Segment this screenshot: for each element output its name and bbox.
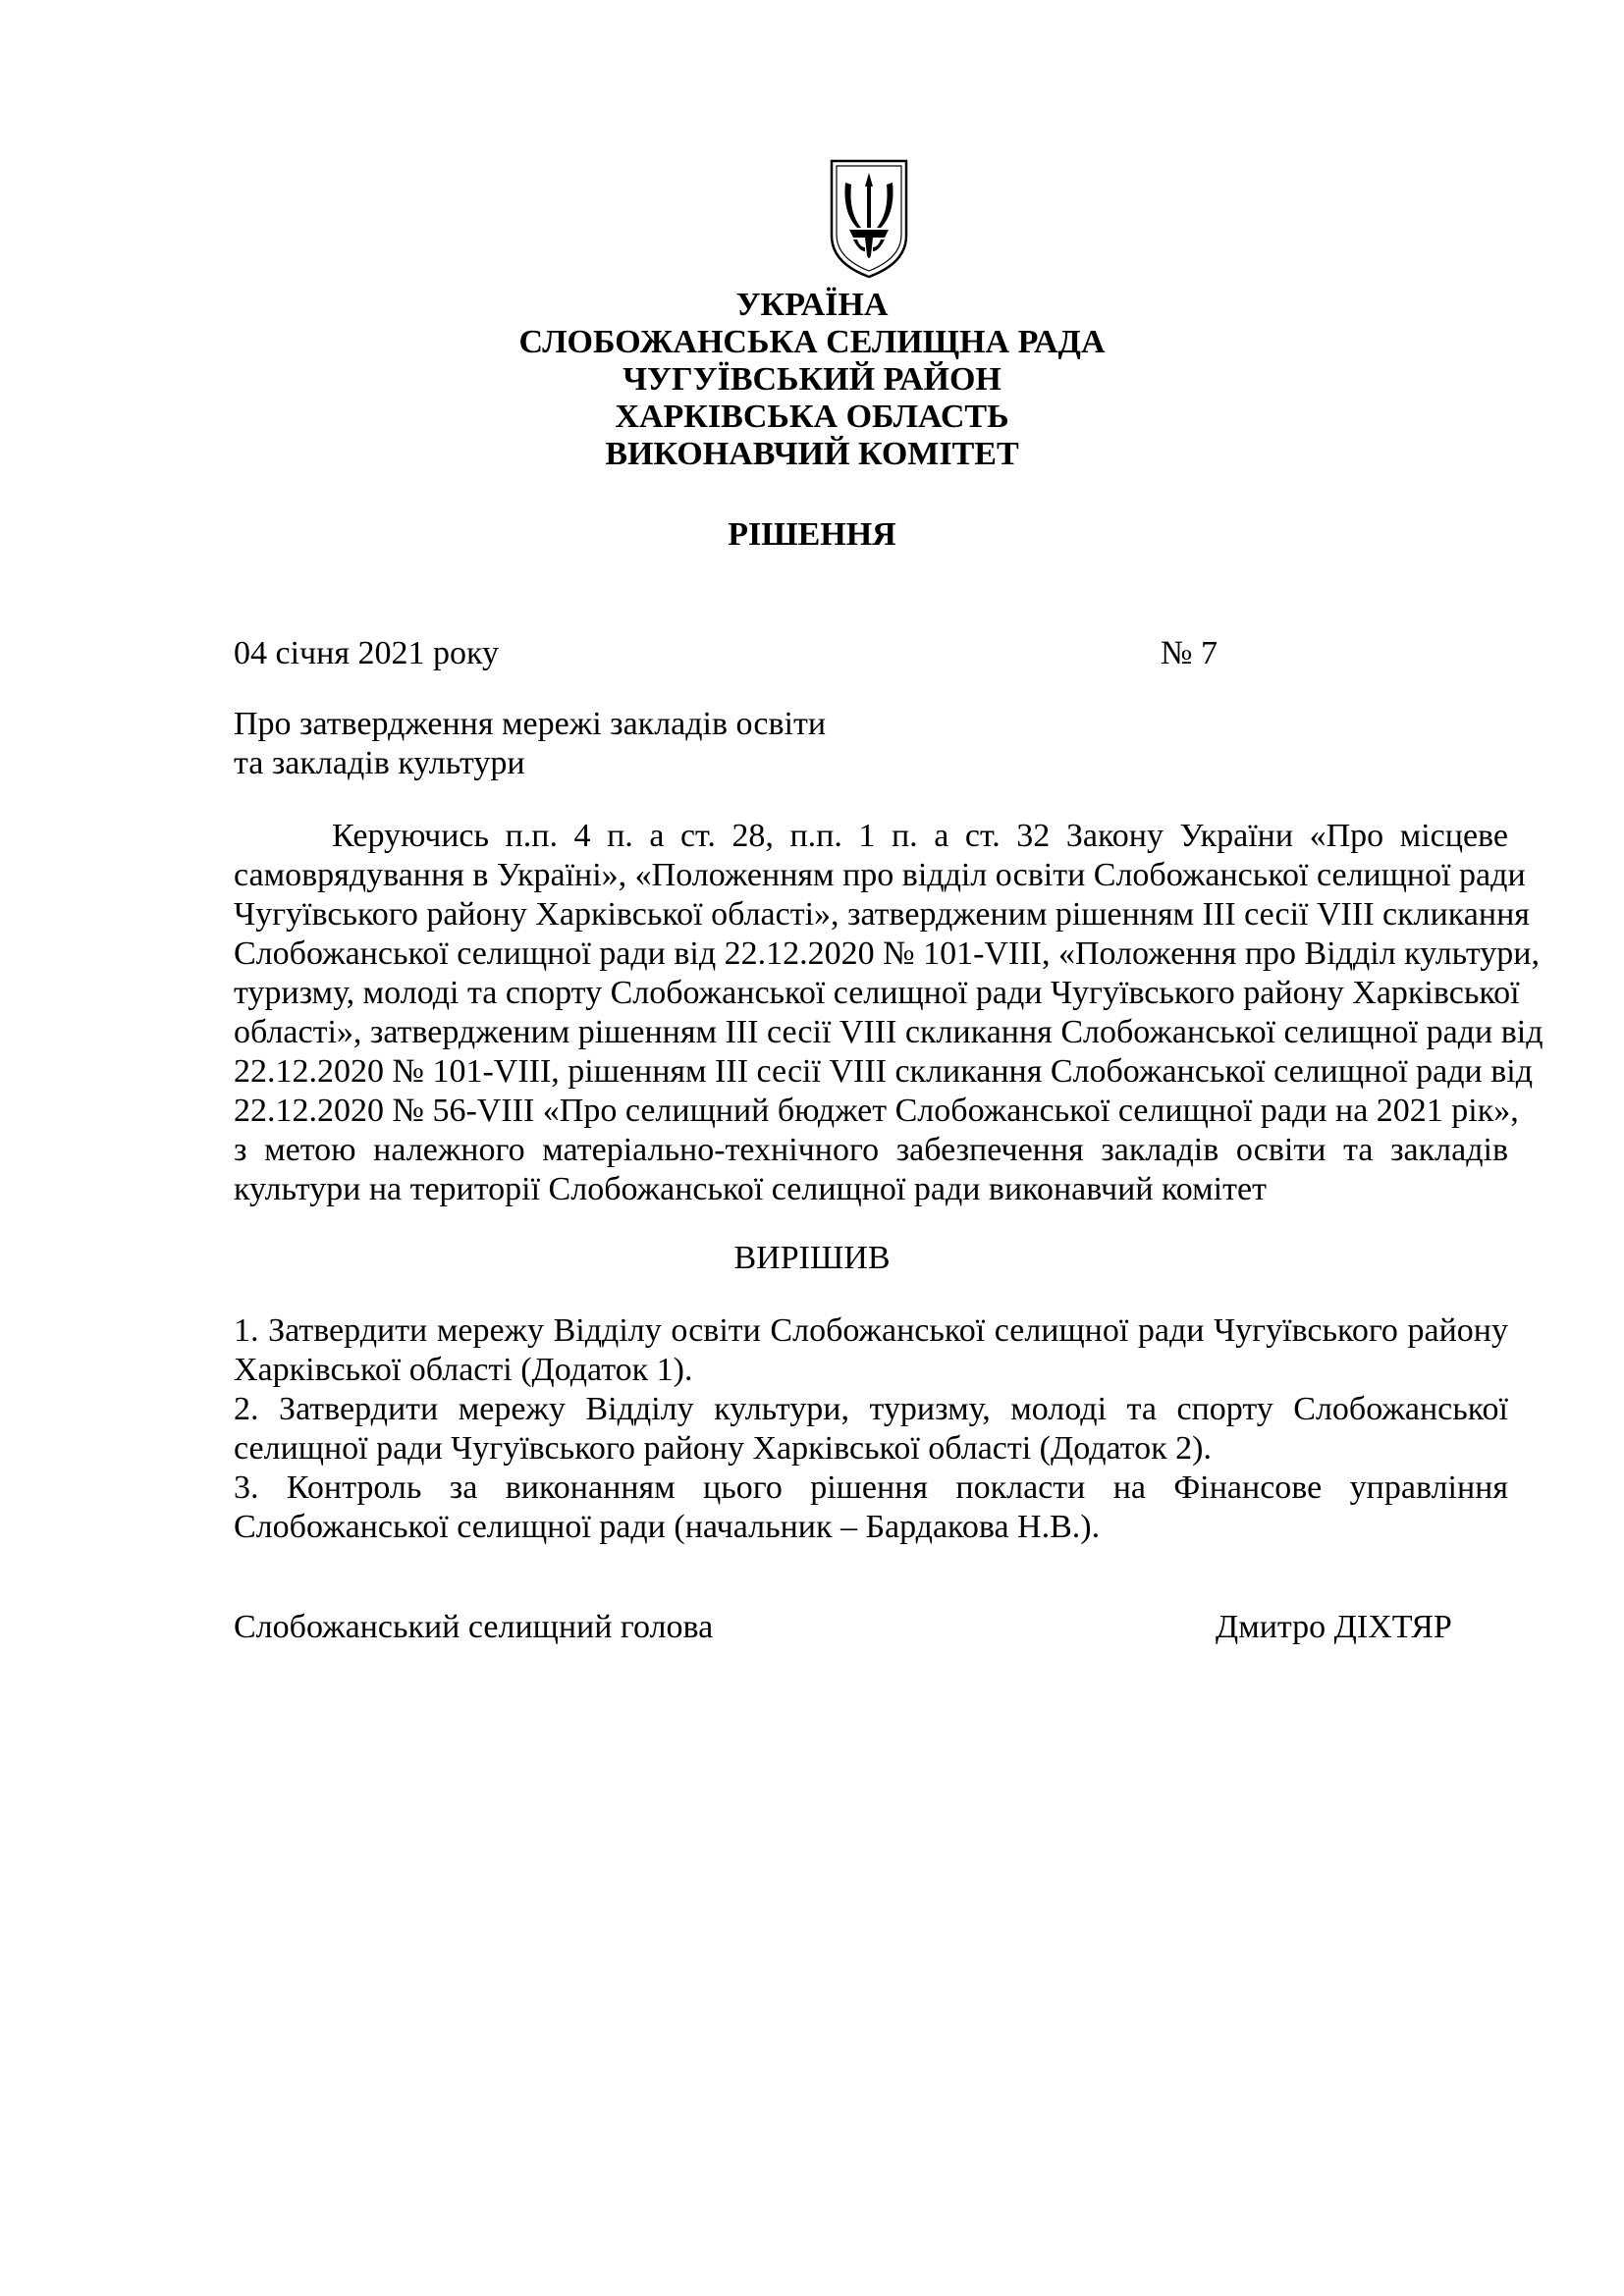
header-line-committee: ВИКОНАВЧИЙ КОМІТЕТ <box>605 436 1019 472</box>
header-line-council: СЛОБОЖАНСЬКА СЕЛИЩНА РАДА <box>518 324 1106 360</box>
subject-line: та закладів культури <box>234 745 525 781</box>
preamble-line: самоврядування в Україні», «Положенням про відділ освіти Слобожанської селищної ради <box>234 857 1526 893</box>
decision-item-line: 2. Затвердити мережу Відділу культури, туризму, молоді та спорту Слобожанської <box>234 1391 1508 1427</box>
decision-items <box>234 1311 1508 1547</box>
decision-item-line: Харківської області (Додаток 1). <box>234 1352 693 1388</box>
preamble-line: області», затвердженим рішенням ІІІ сесії VIII скликання Слобожанської селищної ради від <box>234 1014 1543 1050</box>
decision-item-line: Слобожанської селищної ради (начальник – Бардакова Н.В.). <box>234 1509 1101 1545</box>
preamble-line: туризму, молоді та спорту Слобожанської селищної ради Чугуївського району Харківської <box>234 975 1520 1011</box>
preamble-line: культури на території Слобожанської селищної ради виконавчий комітет <box>234 1171 1267 1207</box>
preamble-line: Слобожанської селищної ради від 22.12.2020 № 101-VIII, «Положення про Відділ культури, <box>234 935 1541 972</box>
subject-line: Про затвердження мережі закладів освіти <box>234 706 827 742</box>
issuer-header <box>0 287 1624 473</box>
decision-item-line: 3. Контроль за виконанням цього рішення покласти на Фінансове управління <box>234 1469 1508 1506</box>
preamble-paragraph <box>234 817 1543 1209</box>
document-subject <box>234 705 826 783</box>
document-number: № 7 <box>1161 635 1218 671</box>
preamble-line: з метою належного матеріально-технічного забезпечення закладів освіти та закладів <box>234 1132 1508 1168</box>
header-line-region: ХАРКІВСЬКА ОБЛАСТЬ <box>615 399 1009 435</box>
decision-item-line: 1. Затвердити мережу Відділу освіти Слобожанської селищної ради Чугуївського району <box>234 1312 1508 1349</box>
signatory-title: Слобожанський селищний голова <box>234 1609 714 1645</box>
decision-heading: ВИРІШИВ <box>733 1240 891 1276</box>
signatory-name: Дмитро ДІХТЯР <box>1216 1609 1452 1645</box>
preamble-line: 22.12.2020 № 56-VIII «Про селищний бюджет Слобожанської селищної ради на 2021 рік», <box>234 1093 1519 1129</box>
header-line-district: ЧУГУЇВСЬКИЙ РАЙОН <box>623 361 1001 398</box>
document-date: 04 січня 2021 року <box>234 635 500 671</box>
header-line-country: УКРАЇНА <box>735 287 889 323</box>
preamble-line: Чугуївського району Харківської області», затвердженим рішенням ІІІ сесії VIII скликання <box>234 896 1530 933</box>
decision-item-line: селищної ради Чугуївського району Харківської області (Додаток 2). <box>234 1430 1212 1467</box>
ukraine-trident-emblem-icon <box>828 157 910 281</box>
preamble-line: Керуючись п.п. 4 п. а ст. 28, п.п. 1 п. а ст. 32 Закону України «Про місцеве <box>332 818 1508 854</box>
document-title: РІШЕННЯ <box>728 516 896 553</box>
preamble-line: 22.12.2020 № 101-VIII, рішенням ІІІ сесії VIII скликання Слобожанської селищної ради від <box>234 1053 1534 1090</box>
